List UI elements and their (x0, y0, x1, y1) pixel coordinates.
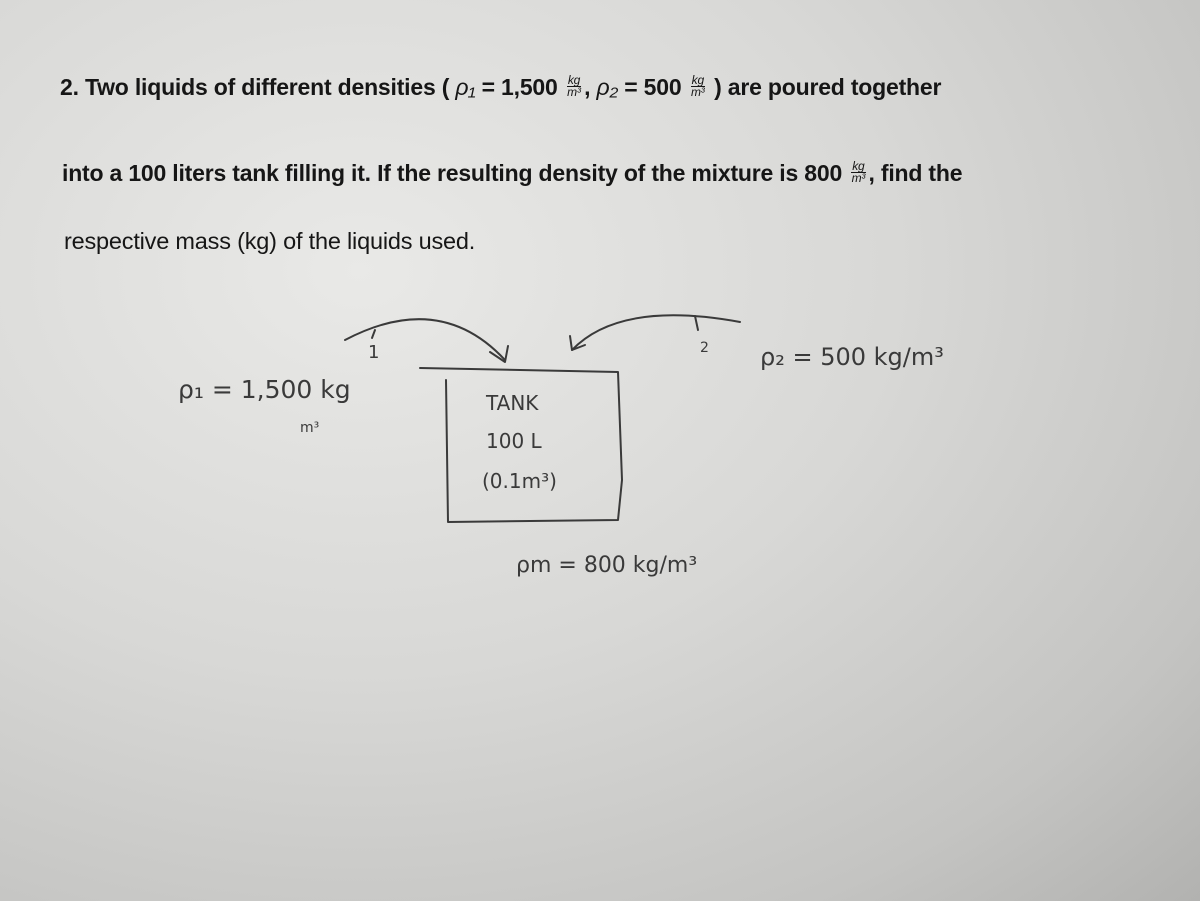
arc-arrow-right (572, 315, 740, 350)
tank-volume-m3: (0.1m³) (482, 469, 557, 493)
rho1-note: ρ₁ = 1,500 kg (178, 375, 351, 404)
unit-kg-per-m3: $\frac{kg}{\text{m³}}$ (851, 159, 866, 186)
unit-kg-per-m3: $\frac{kg}{\text{m³}}$ (567, 73, 581, 100)
label-1: 1 (368, 342, 380, 363)
problem-text: into a 100 liters tank filling it. If the resulting density of the mixture is 800 (62, 160, 843, 186)
problem-line-3: respective mass (kg) of the liquids used. (64, 228, 476, 254)
problem-line-1: 2. Two liquids of different densities ( ρ₁ = 1,500 $\frac{kg}{\text{m³}}$ , ρ₂ = 500 $\frac{kg}{\text{m³}}$ ) are poured together (60, 73, 942, 100)
label-2: 2 (700, 340, 709, 356)
problem-text: 2. Two liquids of different densities ( (60, 74, 450, 100)
rho1-symbol: ρ₁ (455, 74, 476, 100)
rho2-symbol: ρ₂ (596, 74, 619, 100)
rho1-value: = 1,500 (481, 74, 558, 100)
rho1-unit: m³ (300, 420, 320, 436)
problem-text: , find the (868, 160, 963, 186)
problem-text: ) are poured together (714, 74, 942, 100)
rho2-note: ρ₂ = 500 kg/m³ (760, 343, 944, 371)
arc-tick (695, 316, 698, 330)
arc-tick (372, 330, 375, 338)
mix-note: ρm = 800 kg/m³ (516, 553, 698, 578)
unit-kg-per-m3: $\frac{kg}{\text{m³}}$ (691, 73, 705, 100)
rho2-value: = 500 (624, 74, 682, 100)
tank-label: TANK (486, 391, 539, 415)
arrow-head-right (570, 336, 585, 350)
tank-volume: 100 L (486, 429, 542, 453)
